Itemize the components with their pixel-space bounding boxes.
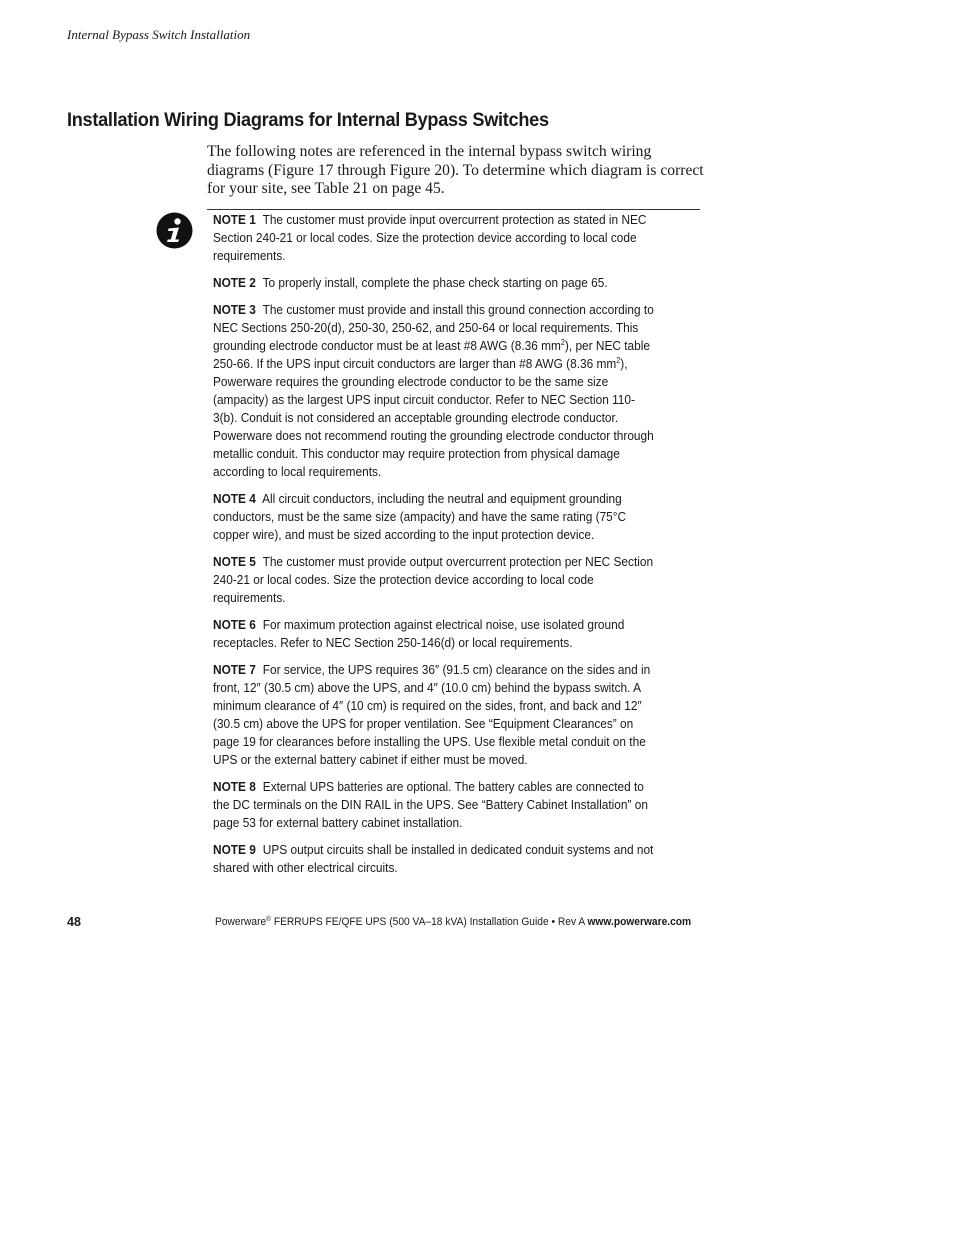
superscript: 2	[560, 338, 565, 347]
note-text: For maximum protection against electrical noise, use isolated ground receptacles. Refer to NEC Section 250-146(d) or local requirements.	[213, 617, 625, 650]
footer-url: www.powerware.com	[587, 916, 692, 928]
note-9	[213, 841, 654, 877]
note-label: NOTE 6	[213, 617, 256, 632]
note-text: The customer must provide input overcurrent protection as stated in NEC Section 240-21 or local codes. Size the protection device according to local code requirements.	[213, 212, 647, 263]
note-text: The customer must provide and install this ground connection according to NEC Sections 250-20(d), 250-30, 250-62, and 250-64 or local requirements. This grounding electrode conductor must be at least #8 AWG (8.36 mm	[213, 302, 654, 353]
intro-paragraph: The following notes are referenced in the internal bypass switch wiring diagrams (Figure 17 through Figure 20). To determine which diagram is correct for your site, see Table 21 on page 45.	[207, 143, 704, 197]
note-8	[213, 778, 654, 832]
note-label: NOTE 5	[213, 554, 256, 569]
note-label: NOTE 2	[213, 275, 256, 290]
note-label: NOTE 1	[213, 212, 256, 227]
page-footer	[215, 916, 691, 928]
note-text: For service, the UPS requires 36″ (91.5 cm) clearance on the sides and in front, 12″ (30.5 cm) above the UPS, and 4″ (10.0 cm) behind the bypass switch. A minimum clearance of 4″ (10 cm) is required on the sides, front, and back and 12″ (30.5 cm) above the UPS for proper ventilation. See “Equipment Clearances” on page 19 for clearances before installing the UPS. Use flexible metal conduit on the UPS or the external battery cabinet if either must be moved.	[213, 662, 651, 767]
note-text: ), Powerware requires the grounding electrode conductor to be the same size (ampacity) as the largest UPS input circuit conductor. Refer to NEC Section 110-3(b). Conduit is not considered an acceptable grounding electrode conductor. Powerware does not recommend routing the grounding electrode conductor through metallic conduit. This conductor may require protection from physical damage according to local requirements.	[213, 356, 654, 479]
note-1	[213, 211, 654, 265]
note-label: NOTE 7	[213, 662, 256, 677]
note-7	[213, 661, 654, 769]
notes-divider	[207, 209, 700, 210]
note-3	[213, 301, 654, 481]
note-label: NOTE 3	[213, 302, 256, 317]
footer-product: FERRUPS FE/QFE UPS (500 VA–18 kVA) Installation Guide • Rev A	[270, 916, 588, 928]
note-text: To properly install, complete the phase check starting on page 65.	[262, 275, 608, 290]
note-text: UPS output circuits shall be installed in dedicated conduit systems and not shared with other electrical circuits.	[213, 842, 654, 875]
footer-brand: Powerware	[215, 916, 267, 928]
note-text: ), per NEC table 250-66. If the UPS input circuit conductors are larger than #8 AWG (8.36 mm	[213, 338, 651, 371]
registered-mark: ®	[266, 916, 271, 923]
note-6	[213, 616, 654, 652]
note-label: NOTE 9	[213, 842, 256, 857]
running-header: Internal Bypass Switch Installation	[67, 27, 251, 42]
info-icon	[156, 212, 193, 249]
note-4	[213, 490, 654, 544]
note-2	[213, 274, 654, 292]
note-5	[213, 553, 654, 607]
note-text: External UPS batteries are optional. The battery cables are connected to the DC terminals on the DIN RAIL in the UPS. See “Battery Cabinet Installation” on page 53 for external battery cabinet installation.	[213, 779, 648, 830]
notes-list	[213, 211, 654, 886]
page-number: 48	[67, 915, 81, 929]
note-text: The customer must provide output overcurrent protection per NEC Section 240-21 or local codes. Size the protection device according to local code requirements.	[213, 554, 654, 605]
note-label: NOTE 8	[213, 779, 256, 794]
note-text: All circuit conductors, including the neutral and equipment grounding conductors, must be the same size (ampacity) and have the same rating (75°C copper wire), and must be sized according to the input protection device.	[213, 491, 627, 542]
section-title: Installation Wiring Diagrams for Internal Bypass Switches	[67, 109, 549, 131]
note-label: NOTE 4	[213, 491, 256, 506]
superscript: 2	[616, 356, 621, 365]
